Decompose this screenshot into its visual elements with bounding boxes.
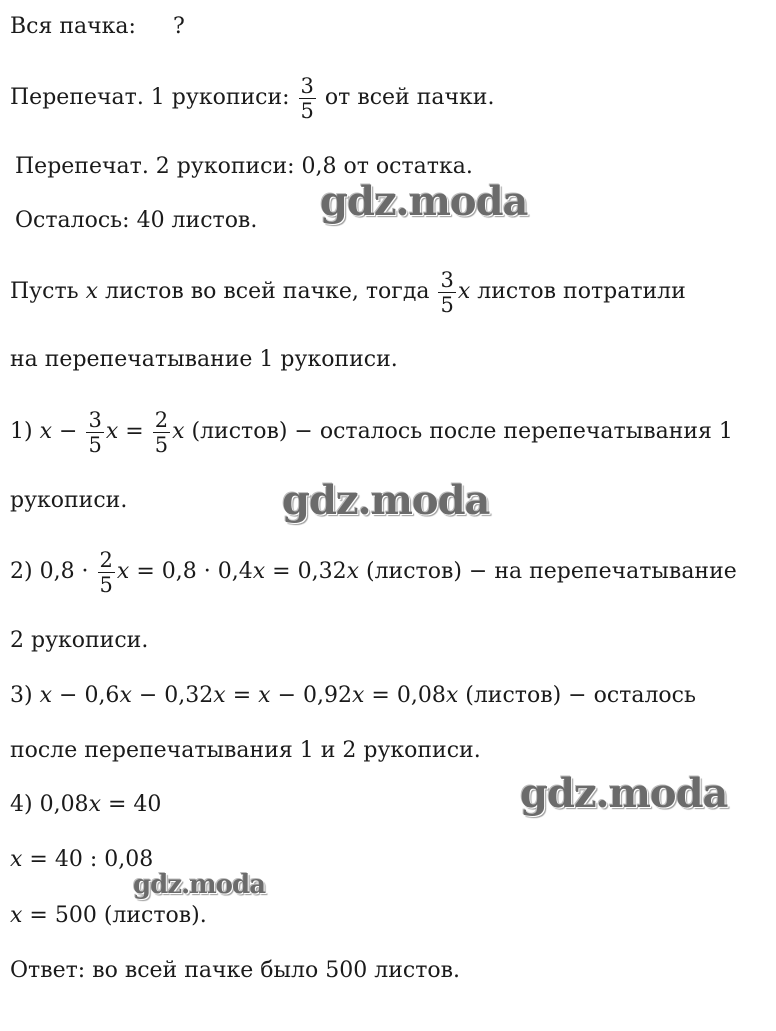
intro-text-a: Пусть: [10, 279, 79, 304]
var-x: x: [105, 419, 119, 444]
var-x: x: [119, 683, 132, 708]
step-4-line-2: [10, 845, 153, 875]
given-whole-value: ?: [172, 14, 185, 39]
watermark: gdz.moda: [133, 870, 266, 900]
step-mid2: = 0,32: [272, 559, 347, 584]
step-4-line-3: [10, 901, 207, 931]
fraction-den: 5: [440, 292, 454, 317]
fraction-two-fifths: [153, 408, 170, 457]
step-mid: = 0,8 · 0,4: [136, 559, 253, 584]
var-x: x: [85, 279, 99, 304]
given-m1-label: Перепечат. 1 рукописи:: [10, 85, 290, 110]
intro-line-1: [10, 262, 686, 322]
step-rhs: = 40: [107, 792, 162, 817]
var-x: x: [213, 683, 226, 708]
given-left: Осталось: 40 листов.: [15, 208, 258, 233]
watermark: gdz.moda: [320, 178, 528, 225]
step-1: [10, 402, 733, 462]
var-x: x: [39, 683, 53, 708]
fraction-num: 3: [300, 73, 314, 98]
step-3: [10, 681, 696, 711]
var-x: x: [252, 559, 266, 584]
fraction-three-fifths: [299, 74, 316, 123]
var-x: x: [258, 683, 271, 708]
fraction-num: 3: [88, 407, 102, 432]
step-lead: 4) 0,08: [10, 792, 89, 817]
step-term: − 0,6: [59, 683, 120, 708]
op-equals: =: [125, 419, 144, 444]
fraction-num: 3: [440, 267, 454, 292]
step-4: [10, 790, 161, 820]
fraction-den: 5: [88, 432, 102, 457]
fraction-den: 5: [154, 432, 169, 457]
fraction-num: 2: [154, 407, 169, 432]
var-x: x: [88, 792, 101, 817]
intro-line-2: на перепечатывание 1 рукописи.: [10, 347, 398, 372]
given-m1-tail: от всей пачки.: [324, 85, 495, 110]
step-tail: (листов) − осталось: [465, 683, 696, 708]
given-manuscript-1: [10, 68, 494, 128]
step-3-cont: после перепечатывания 1 и 2 рукописи.: [10, 738, 481, 763]
var-x: x: [10, 903, 23, 928]
var-x: x: [445, 683, 459, 708]
op-minus: −: [59, 419, 78, 444]
step-2-cont: 2 рукописи.: [10, 628, 149, 653]
var-x: x: [172, 419, 185, 444]
fraction-num: 2: [99, 547, 113, 572]
step-rhs: = 40 : 0,08: [29, 847, 154, 872]
answer: Ответ: во всей пачке было 500 листов.: [10, 958, 460, 983]
step-number: 1): [10, 419, 33, 444]
fraction-three-fifths: [86, 408, 103, 457]
step-number: 3): [10, 683, 33, 708]
fraction-den: 5: [300, 98, 314, 123]
op-equals: =: [232, 683, 252, 708]
step-term: − 0,92: [277, 683, 352, 708]
watermark: gdz.moda: [282, 477, 490, 524]
step-tail: (листов) − на перепечатывание: [366, 559, 737, 584]
watermark: gdz.moda: [520, 770, 728, 817]
intro-text-c: листов потратили: [477, 279, 686, 304]
step-term: − 0,32: [138, 683, 214, 708]
step-tail: (листов) − осталось после перепечатывания 1: [191, 419, 733, 444]
step-lead: 2) 0,8 ·: [10, 559, 89, 584]
given-manuscript-2: Перепечат. 2 рукописи: 0,8 от остатка.: [15, 154, 473, 179]
var-x: x: [39, 419, 53, 444]
fraction-den: 5: [99, 572, 113, 597]
var-x: x: [10, 847, 23, 872]
var-x: x: [116, 559, 130, 584]
var-x: x: [351, 683, 365, 708]
fraction-two-fifths: [98, 548, 115, 597]
var-x: x: [346, 559, 359, 584]
step-1-cont: рукописи.: [10, 488, 128, 513]
step-rhs: = 500 (листов).: [29, 903, 207, 928]
step-2: [10, 542, 737, 602]
intro-text-b: листов во всей пачке, тогда: [105, 279, 430, 304]
fraction-three-fifths: [438, 268, 455, 317]
step-term: = 0,08: [371, 683, 446, 708]
given-whole-label: Вся пачка:: [10, 14, 136, 39]
given-whole: [10, 12, 185, 42]
var-x: x: [457, 279, 471, 304]
